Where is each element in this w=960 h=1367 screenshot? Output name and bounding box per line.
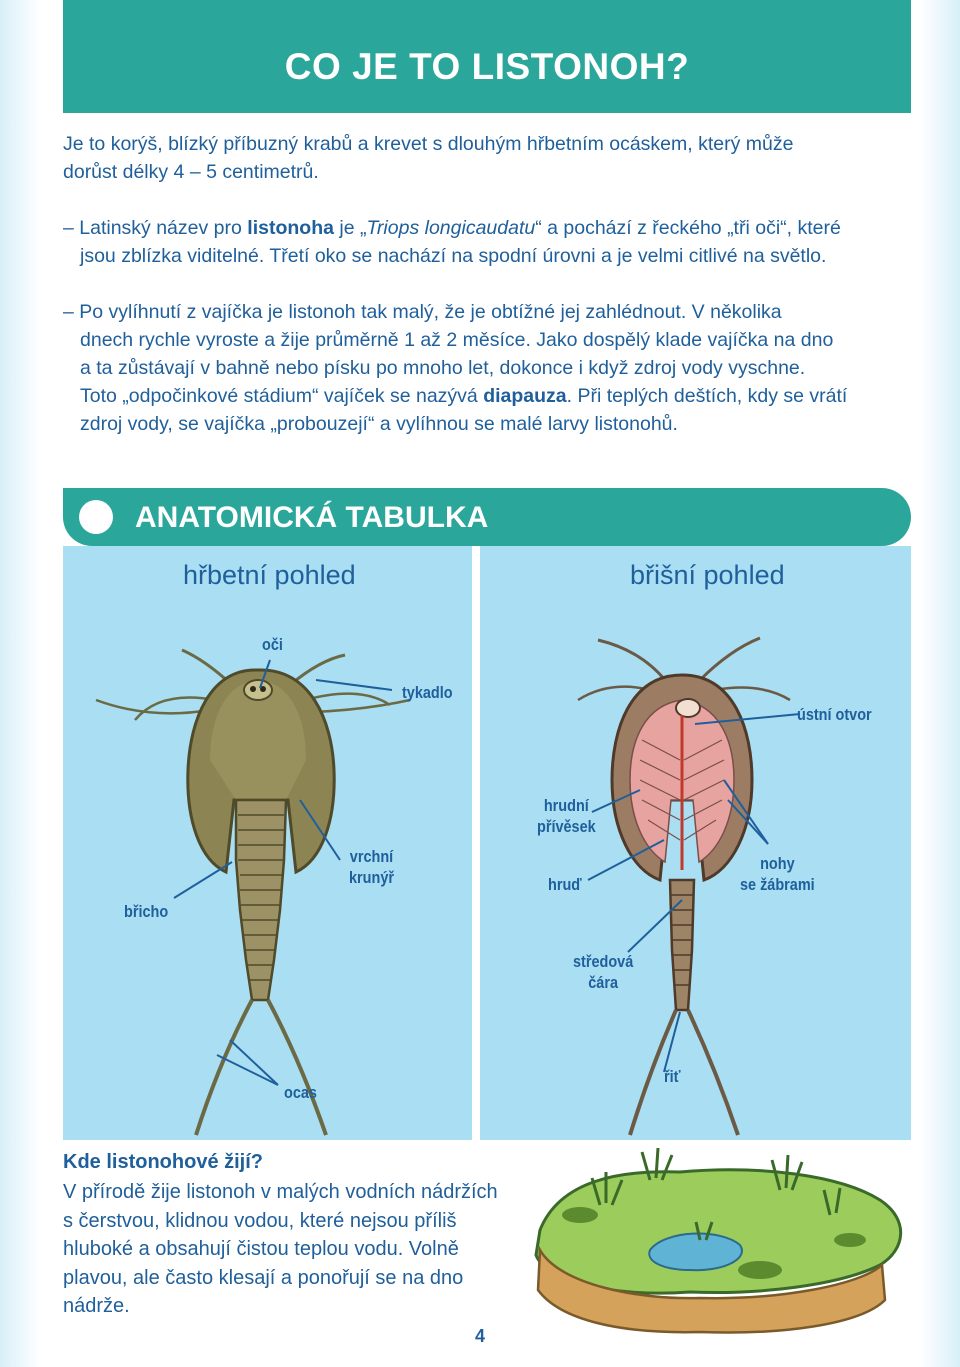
habitat-line3: hluboké a obsahují čistou teplou vodu. Volně bbox=[63, 1238, 459, 1260]
habitat-line2: s čerstvou, klidnou vodou, které nejsou příliš bbox=[63, 1209, 457, 1232]
habitat-paragraph bbox=[63, 1178, 515, 1321]
intro-p3-line1: – Po vylíhnutí z vajíčka je listonoh tak malý, že je obtížné jej zahlédnout. V několika bbox=[63, 301, 782, 323]
label-carapace: vrchní krunýř bbox=[349, 847, 394, 887]
intro-p2-line1: – Latinský název pro listonoha je „Triops longicaudatu“ a pochází z řeckého „tři oči“, které bbox=[63, 217, 841, 239]
intro-p3-line3: a ta zůstávají v bahně nebo písku po mnoho let, dokonce i když zdroj vody vyschne. bbox=[80, 357, 806, 379]
label-eyes: oči bbox=[262, 635, 283, 654]
label-anus: řiť bbox=[664, 1067, 681, 1086]
label-belly: břicho bbox=[124, 902, 169, 921]
intro-p1-line1: Je to korýš, blízký příbuzný krabů a krevet s dlouhým hřbetním ocáskem, který může bbox=[63, 133, 794, 155]
habitat-line1: V přírodě žije listonoh v malých vodních nádržích bbox=[63, 1181, 498, 1203]
section-title: ANATOMICKÁ TABULKA bbox=[135, 501, 489, 534]
label-tail: ocas bbox=[284, 1083, 317, 1102]
page-title: CO JE TO LISTONOH? bbox=[284, 46, 690, 87]
habitat-line5: nádrže. bbox=[63, 1295, 130, 1317]
label-antenna: tykadlo bbox=[402, 683, 453, 702]
ventral-view-title: břišní pohled bbox=[630, 560, 785, 590]
intro-p3-line5: zdroj vody, se vajíčka „probouzejí“ a vylíhnou se malé larvy listonohů. bbox=[80, 413, 678, 435]
label-chest: hruď bbox=[548, 875, 582, 894]
dorsal-view-title: hřbetní pohled bbox=[183, 560, 356, 590]
label-mouth: ústní otvor bbox=[797, 705, 872, 724]
intro-p1-line2: dorůst délky 4 – 5 centimetrů. bbox=[63, 161, 319, 183]
intro-p2-line2: jsou zblízka viditelné. Třetí oko se nachází na spodní úrovni a je velmi citlivé na světlo. bbox=[80, 245, 827, 267]
intro-p3-line4: Toto „odpočinkové stádium“ vajíček se nazývá diapauza. Při teplých deštích, kdy se vrátí bbox=[80, 385, 848, 407]
label-gill-legs: nohy se žábrami bbox=[740, 854, 815, 894]
habitat-line4: plavou, ale často klesají a ponořují se na dno bbox=[63, 1266, 464, 1289]
label-midline: středová čára bbox=[573, 952, 634, 992]
pond-illustration bbox=[536, 1148, 901, 1333]
intro-p3-line2: dnech rychle vyroste a žije průměrně 1 až 2 měsíce. Jako dospělý klade vajíčka na dno bbox=[80, 329, 834, 351]
label-thoracic-appendage: hrudní přívěsek bbox=[537, 796, 596, 836]
habitat-title: Kde listonohové žijí? bbox=[63, 1151, 264, 1173]
dorsal-shrimp-illustration bbox=[96, 650, 410, 1135]
page-number: 4 bbox=[474, 1326, 485, 1346]
